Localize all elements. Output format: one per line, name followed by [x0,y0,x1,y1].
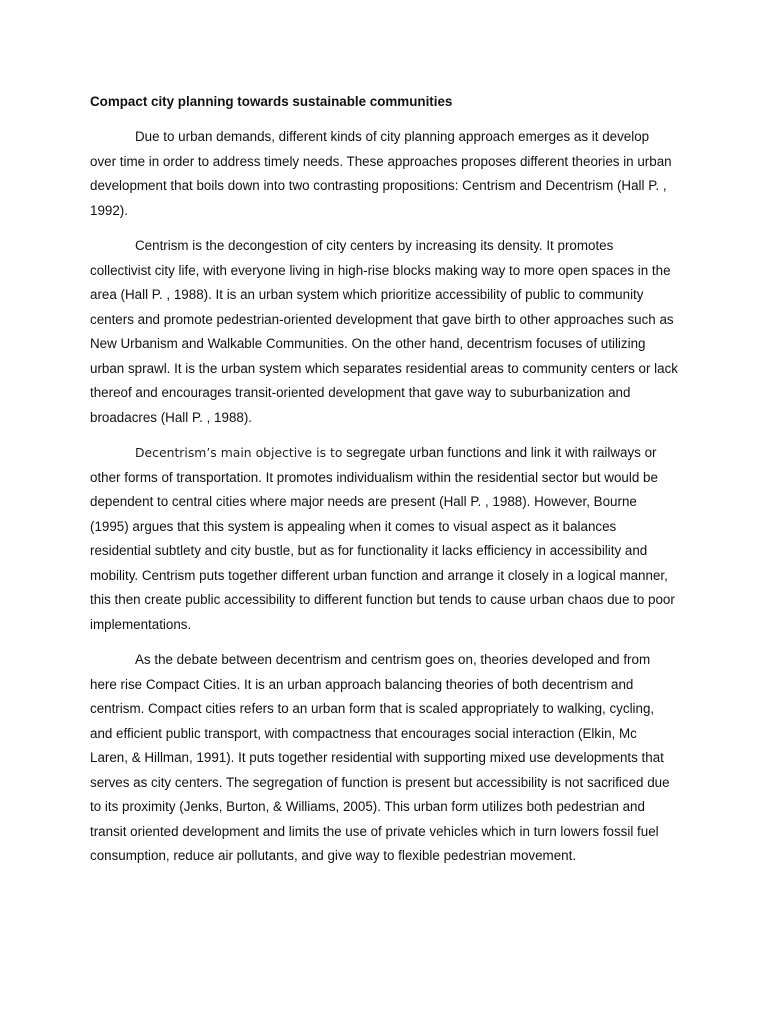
document-title: Compact city planning towards sustainable communities [90,94,453,109]
paragraph-decentrism-lead: Decentrism’s main objective is to [135,445,343,460]
document-body [90,91,678,880]
paragraph-compact-cities-text: As the debate between decentrism and centrism goes on, theories developed and from here rise Compact Cities. It is an urban approach balancing theories of both decentrism and centrism. Compact cities refers to an urban form that is scaled appropriately to walking, cycling, and efficient public transport, with compactness that encourages social interaction (Elkin, Mc Laren, & Hillman, 1991). It puts together residential with supporting mixed use developments that serves as city centers. The segregation of function is present but accessibility is not sacrificed due to its proximity (Jenks, Burton, & Williams, 2005). This urban form utilizes both pedestrian and transit oriented development and limits the use of private vehicles which in turn lowers fossil fuel consumption, reduce air pollutants, and give way to flexible pedestrian movement. [90,652,670,863]
paragraph-centrism [90,234,678,430]
paragraph-intro [90,125,678,223]
paragraph-decentrism-text: segregate urban functions and link it with railways or other forms of transportation. It promotes individualism within the residential sector but would be dependent to central cities where major needs are present (Hall P. , 1988). However, Bourne (1995) argues that this system is appealing when it comes to visual aspect as it balances residential subtlety and city bustle, but as for functionality it lacks efficiency in accessibility and mobility. Centrism puts together different urban function and arrange it closely in a logical manner, this then create public accessibility to different function but tends to cause urban chaos due to poor implementations. [90,445,675,632]
paragraph-intro-text: Due to urban demands, different kinds of city planning approach emerges as it develop over time in order to address timely needs. These approaches proposes different theories in urban development that boils down into two contrasting propositions: Centrism and Decentrism (Hall P. , 1992). [90,129,672,218]
paragraph-decentrism [90,441,678,637]
paragraph-compact-cities [90,648,678,869]
paragraph-centrism-text: Centrism is the decongestion of city centers by increasing its density. It promotes collectivist city life, with everyone living in high-rise blocks making way to more open spaces in the area (Hall P. , 1988). It is an urban system which prioritize accessibility of public to community centers and promote pedestrian-oriented development that gave birth to other approaches such as New Urbanism and Walkable Communities. On the other hand, decentrism focuses of utilizing urban sprawl. It is the urban system which separates residential areas to community centers or lack thereof and encourages transit-oriented development that gave way to suburbanization and broadacres (Hall P. , 1988). [90,238,678,425]
